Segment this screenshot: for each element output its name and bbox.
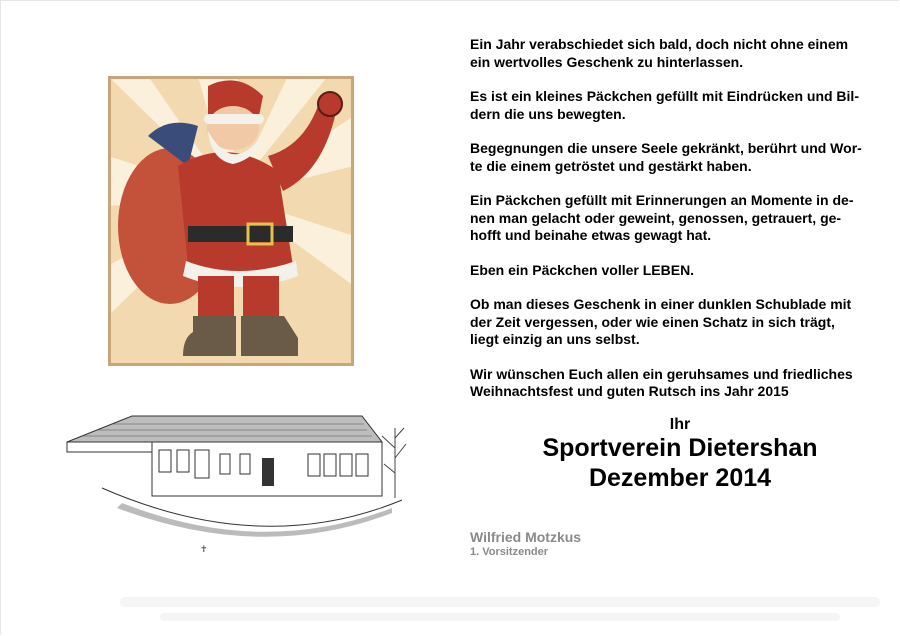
letter-paragraph-3: Begegnungen die unsere Seele gekränkt, berührt und Wor- te die einem getröstet und gestärkt haben. (470, 140, 862, 174)
clubhouse-sketch (62, 408, 408, 558)
signature-name: Wilfried Motzkus (470, 529, 582, 545)
letter-paragraph-2: Es ist ein kleines Päckchen gefüllt mit Eindrücken und Bil- dern die uns bewegten. (470, 88, 859, 122)
svg-text:✝: ✝ (200, 545, 208, 555)
santa-illustration (108, 76, 354, 366)
house-icon (62, 408, 408, 558)
letter-paragraph-7: Wir wünschen Euch allen ein geruhsames und friedliches Weihnachtsfest und guten Rutsch ins Jahr 2015 (470, 365, 853, 399)
letter-paragraph-6: Ob man dieses Geschenk in einer dunklen Schublade mit der Zeit vergessen, oder wie einen Schatz in sich trägt, liegt einzig an uns selbst. (470, 296, 852, 347)
letter-body (470, 36, 890, 418)
closing-ihr: Ihr (669, 416, 691, 433)
watermark-decoration (120, 585, 880, 631)
letter-paragraph-4: Ein Päckchen gefüllt mit Erinnerungen an Momente in de- nen man gelacht oder geweint, genossen, getrauert, ge- hofft und beinahe etwas gewagt hat. (470, 192, 854, 243)
club-date: Dezember 2014 (588, 464, 772, 492)
santa-icon (108, 76, 354, 366)
letter-paragraph-5: Eben ein Päckchen voller LEBEN. (470, 261, 695, 278)
club-name: Sportverein Dietershan (542, 434, 818, 462)
letter-paragraph-1: Ein Jahr verabschiedet sich bald, doch nicht ohne einem ein wertvolles Geschenk zu hinterlassen. (470, 36, 849, 70)
signature-role: 1. Vorsitzender (470, 546, 549, 558)
